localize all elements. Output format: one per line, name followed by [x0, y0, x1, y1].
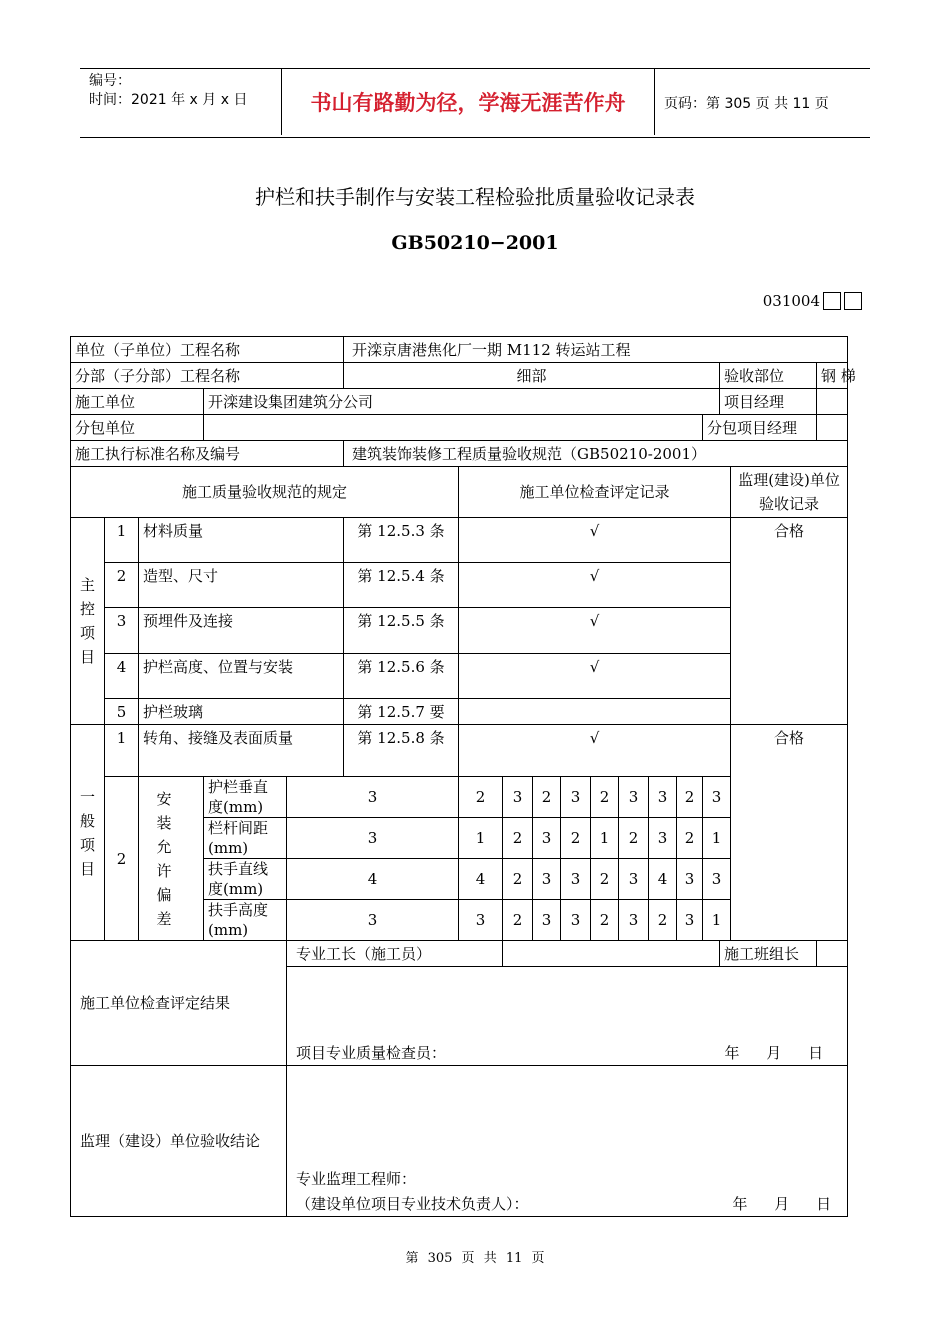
main-item-4-no: 4	[105, 654, 139, 699]
dev-4-v1: 3	[459, 900, 503, 941]
dev-3-allow: 4	[287, 859, 459, 900]
general-item-1-check: √	[459, 725, 731, 777]
quality-inspector-label: 项目专业质量检查员：	[296, 1044, 447, 1062]
main-item-2-no: 2	[105, 563, 139, 608]
main-control-label	[71, 518, 105, 725]
dev-1-v1: 2	[459, 777, 503, 818]
dev-1-v9: 3	[703, 777, 731, 818]
doc-number-box-1	[823, 292, 841, 310]
row-subdivision	[71, 363, 848, 389]
general-label	[71, 725, 105, 941]
acceptance-part-value: 钢 梯	[817, 363, 848, 389]
main-item-5-check	[459, 699, 731, 725]
dev-2-name: 栏杆间距(mm)	[204, 818, 287, 859]
deviation-group-label-text: 安装允许偏差	[156, 789, 186, 928]
main-item-3-check: √	[459, 608, 731, 654]
main-item-5-clause: 第 12.5.7 要	[344, 699, 459, 725]
dev-3-v1: 4	[459, 859, 503, 900]
row-subcontract	[71, 415, 848, 441]
column-spec: 施工质量验收规范的规定	[71, 467, 459, 518]
dev-3-name: 扶手直线度(mm)	[204, 859, 287, 900]
doc-number	[763, 292, 862, 310]
main-item-1-no: 1	[105, 518, 139, 563]
dev-3-v5: 2	[591, 859, 619, 900]
main-item-2-check: √	[459, 563, 731, 608]
main-item-1-clause: 第 12.5.3 条	[344, 518, 459, 563]
dev-2-v6: 2	[619, 818, 649, 859]
dev-3-v9: 3	[703, 859, 731, 900]
unit-name-value: 开滦京唐港焦化厂一期 M112 转运站工程	[344, 337, 848, 363]
subcontract-unit-value	[204, 415, 703, 441]
general-item-1-name: 转角、接缝及表面质量	[139, 725, 344, 777]
main-control-label-text: 主控项目	[79, 576, 95, 666]
dev-3-v6: 3	[619, 859, 649, 900]
dev-2-v1: 1	[459, 818, 503, 859]
dev-4-v6: 3	[619, 900, 649, 941]
inspection-table	[70, 336, 856, 1217]
dev-1-v2: 3	[503, 777, 533, 818]
construction-result-row-1	[71, 941, 848, 967]
general-item-2-no: 2	[105, 777, 139, 941]
subcontract-unit-label: 分包单位	[71, 415, 204, 441]
column-record: 施工单位检查评定记录	[459, 467, 731, 518]
main-item-5-no: 5	[105, 699, 139, 725]
row-construction-unit	[71, 389, 848, 415]
header-meta	[80, 69, 281, 137]
main-item-5-name: 护栏玻璃	[139, 699, 344, 725]
construction-unit-value: 开滦建设集团建筑分公司	[204, 389, 720, 415]
dev-1-v4: 3	[561, 777, 591, 818]
main-item-1-name: 材料质量	[139, 518, 344, 563]
standard-value: 建筑装饰装修工程质量验收规范（GB50210-2001）	[344, 441, 848, 467]
team-leader-label: 施工班组长	[720, 941, 817, 967]
dev-3-v3: 3	[533, 859, 561, 900]
supervision-date-label: 年 月 日	[732, 1195, 832, 1213]
foreman-value	[503, 941, 720, 967]
dev-3-v7: 4	[649, 859, 677, 900]
unit-name-label: 单位（子单位）工程名称	[71, 337, 344, 363]
dev-4-v5: 2	[591, 900, 619, 941]
document-title: 护栏和扶手制作与安装工程检验批质量验收记录表	[255, 185, 695, 209]
dev-3-v4: 3	[561, 859, 591, 900]
dev-2-v7: 3	[649, 818, 677, 859]
main-item-4-clause: 第 12.5.6 条	[344, 654, 459, 699]
main-item-3-no: 3	[105, 608, 139, 654]
dev-2-v9: 1	[703, 818, 731, 859]
dev-2-allow: 3	[287, 818, 459, 859]
doc-number-value: 031004	[762, 292, 820, 310]
supervision-sign-area	[287, 1066, 848, 1217]
header-number: 编号：	[89, 73, 131, 89]
dev-4-v4: 3	[561, 900, 591, 941]
page-header	[80, 68, 870, 138]
main-control-row-1	[71, 518, 848, 563]
dev-1-name: 护栏垂直度(mm)	[204, 777, 287, 818]
construction-sign-area	[287, 967, 848, 1066]
dev-4-v7: 2	[649, 900, 677, 941]
row-unit-name	[71, 337, 848, 363]
dev-3-v8: 3	[677, 859, 703, 900]
main-item-3-clause: 第 12.5.5 条	[344, 608, 459, 654]
main-item-4-name: 护栏高度、位置与安装	[139, 654, 344, 699]
standard-code: GB50210−2001	[391, 232, 559, 254]
construction-unit-label: 施工单位	[71, 389, 204, 415]
general-result: 合格	[731, 725, 848, 941]
deviation-group-label	[139, 777, 204, 941]
dev-4-name: 扶手高度(mm)	[204, 900, 287, 941]
main-item-3-name: 预埋件及连接	[139, 608, 344, 654]
standard-label: 施工执行标准名称及编号	[71, 441, 344, 467]
row-column-headers	[71, 467, 848, 518]
main-item-2-clause: 第 12.5.4 条	[344, 563, 459, 608]
subcontract-pm-label: 分包项目经理	[703, 415, 817, 441]
general-item-1-clause: 第 12.5.8 条	[344, 725, 459, 777]
main-item-2-name: 造型、尺寸	[139, 563, 344, 608]
page-footer: 第 305 页 共 11 页	[405, 1251, 545, 1266]
dev-2-v5: 1	[591, 818, 619, 859]
subdivision-value: 细部	[344, 363, 720, 389]
general-label-text: 一般项目	[79, 787, 95, 878]
acceptance-part-label: 验收部位	[720, 363, 817, 389]
dev-1-v7: 3	[649, 777, 677, 818]
row-standard	[71, 441, 848, 467]
dev-2-v3: 3	[533, 818, 561, 859]
construction-result-label: 施工单位检查评定结果	[71, 941, 287, 1066]
header-time: 时间：2021 年 x 月 x 日	[89, 92, 248, 108]
general-row-1	[71, 725, 848, 777]
header-motto: 书山有路勤为径，学海无涯苦作舟	[281, 69, 655, 135]
general-item-1-no: 1	[105, 725, 139, 777]
supervision-result-row	[71, 1066, 848, 1217]
dev-4-v2: 2	[503, 900, 533, 941]
dev-1-v5: 2	[591, 777, 619, 818]
main-item-1-check: √	[459, 518, 731, 563]
dev-4-v9: 1	[703, 900, 731, 941]
dev-2-v2: 2	[503, 818, 533, 859]
subcontract-pm-value	[817, 415, 848, 441]
construction-date-label: 年 月 日	[724, 1044, 824, 1062]
subdivision-label: 分部（子分部）工程名称	[71, 363, 344, 389]
project-manager-value	[817, 389, 848, 415]
dev-4-allow: 3	[287, 900, 459, 941]
dev-1-v3: 2	[533, 777, 561, 818]
main-control-result: 合格	[731, 518, 848, 725]
foreman-label: 专业工长（施工员）	[287, 941, 503, 967]
project-manager-label: 项目经理	[720, 389, 817, 415]
column-supervision: 监理(建设)单位验收记录	[731, 467, 848, 518]
main-item-4-check: √	[459, 654, 731, 699]
supervision-result-label: 监理（建设）单位验收结论	[71, 1066, 287, 1217]
dev-1-allow: 3	[287, 777, 459, 818]
team-leader-value	[817, 941, 848, 967]
dev-3-v2: 2	[503, 859, 533, 900]
dev-1-v6: 3	[619, 777, 649, 818]
dev-4-v3: 3	[533, 900, 561, 941]
dev-2-v8: 2	[677, 818, 703, 859]
owner-tech-lead-label: （建设单位项目专业技术负责人）：	[296, 1195, 529, 1213]
dev-2-v4: 2	[561, 818, 591, 859]
doc-number-box-2	[844, 292, 862, 310]
dev-4-v8: 3	[677, 900, 703, 941]
supervising-engineer-label: 专业监理工程师：	[296, 1170, 417, 1188]
header-page-code: 页码：第 305 页 共 11 页	[664, 96, 829, 112]
dev-1-v8: 2	[677, 777, 703, 818]
